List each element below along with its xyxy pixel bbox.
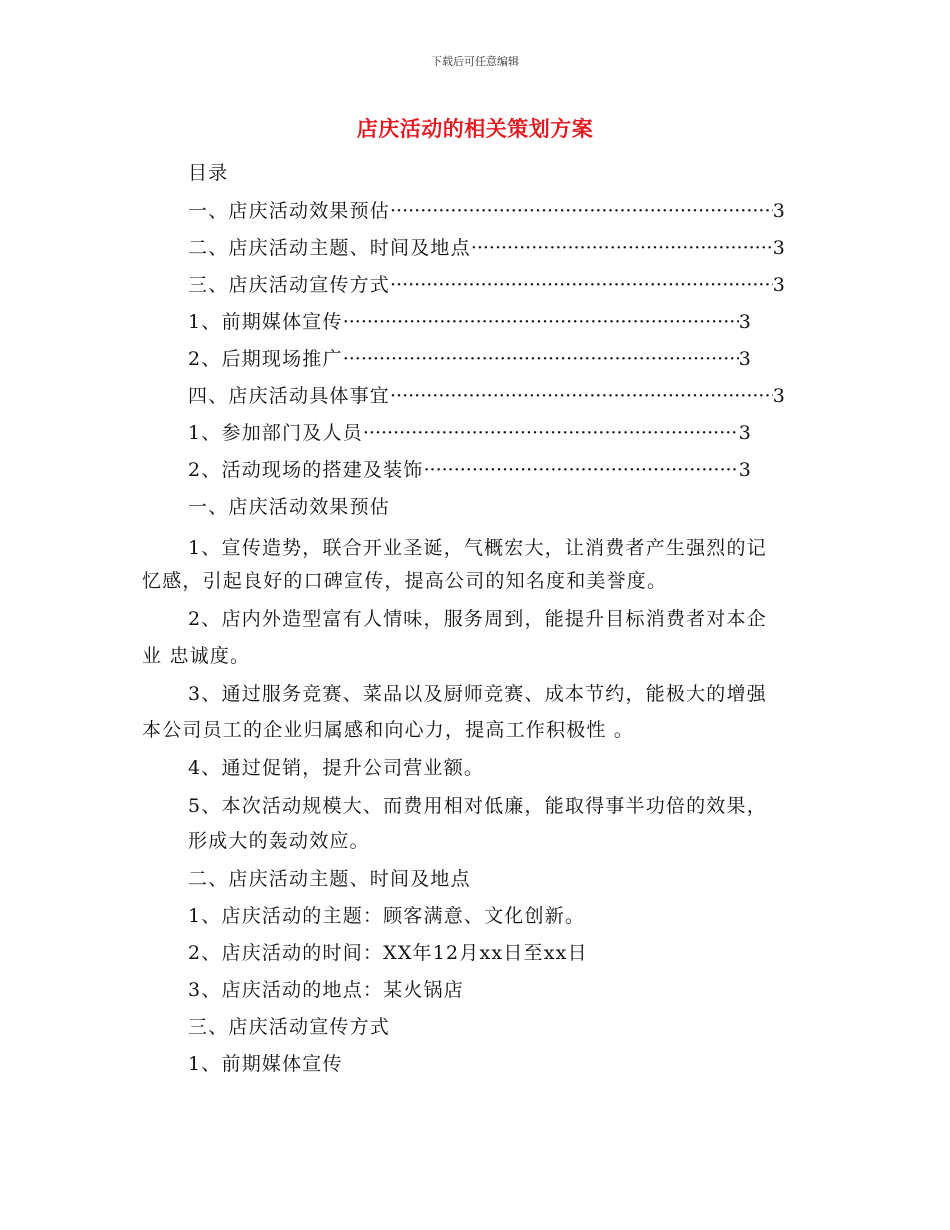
list-item: 1、前期媒体宣传 <box>188 1053 343 1075</box>
toc-entry-label: 二、店庆活动主题、时间及地点 <box>188 237 471 259</box>
toc-leader <box>390 198 773 224</box>
toc-leader <box>343 346 739 372</box>
section-heading: 二、店庆活动主题、时间及地点 <box>188 868 471 890</box>
list-item: 2、店庆活动的时间：XX年12月xx日至xx日 <box>188 942 588 964</box>
toc-entry[interactable] <box>188 457 752 483</box>
toc-entry[interactable] <box>188 383 786 409</box>
toc-entry-label: 1、参加部门及人员 <box>188 422 363 444</box>
toc-entry-label: 2、活动现场的搭建及装饰 <box>188 459 424 481</box>
paragraph-line: 2、店内外造型富有人情味，服务周到，能提升目标消费者对本企 <box>188 608 767 630</box>
toc-leader <box>343 309 739 335</box>
document-title: 店庆活动的相关策划方案 <box>356 117 594 141</box>
list-item: 1、店庆活动的主题：顾客满意、文化创新。 <box>188 905 586 927</box>
toc-entry-page: 3 <box>772 385 786 407</box>
toc-leader <box>424 457 739 483</box>
toc-entry[interactable] <box>188 346 752 372</box>
toc-entry-page: 3 <box>738 422 752 444</box>
header-note: 下载后可任意编辑 <box>431 55 519 68</box>
toc-entry[interactable] <box>188 272 786 298</box>
toc-leader <box>363 420 739 446</box>
section-heading: 一、店庆活动效果预估 <box>188 496 391 518</box>
toc-entry-label: 2、后期现场推广 <box>188 348 343 370</box>
list-item: 3、店庆活动的地点：某火锅店 <box>188 979 464 1001</box>
section-heading: 三、店庆活动宣传方式 <box>188 1016 391 1038</box>
toc-entry-label: 1、前期媒体宣传 <box>188 311 343 333</box>
toc-entry-label: 一、店庆活动效果预估 <box>188 200 391 222</box>
toc-entry[interactable] <box>188 420 752 446</box>
toc-entry-page: 3 <box>772 237 786 259</box>
paragraph-line: 本公司员工的企业归属感和向心力，提高工作积极性 。 <box>142 719 635 741</box>
toc-entry-label: 三、店庆活动宣传方式 <box>188 274 391 296</box>
toc-entry-label: 四、店庆活动具体事宜 <box>188 385 391 407</box>
toc-heading: 目录 <box>188 162 229 184</box>
paragraph-line: 1、宣传造势，联合开业圣诞，气概宏大，让消费者产生强烈的记 <box>188 537 767 559</box>
paragraph-line: 4、通过促销，提升公司营业额。 <box>188 757 485 779</box>
paragraph-line: 忆感，引起良好的口碑宣传，提高公司的知名度和美誉度。 <box>142 570 668 592</box>
toc-entry-page: 3 <box>738 311 752 333</box>
toc-leader <box>390 272 773 298</box>
toc-entry-page: 3 <box>738 459 752 481</box>
toc-entry[interactable] <box>188 235 786 261</box>
toc-entry[interactable] <box>188 198 786 224</box>
toc-entry[interactable] <box>188 309 752 335</box>
paragraph-line: 形成大的轰动效应。 <box>188 830 370 852</box>
toc-entry-page: 3 <box>772 274 786 296</box>
paragraph-line: 业 忠诚度。 <box>142 645 251 667</box>
toc-entry-page: 3 <box>738 348 752 370</box>
toc-entry-page: 3 <box>772 200 786 222</box>
paragraph-line: 3、通过服务竞赛、菜品以及厨师竞赛、成本节约，能极大的增强 <box>188 683 767 705</box>
toc-leader <box>471 235 773 261</box>
toc-leader <box>390 383 773 409</box>
paragraph-line: 5、本次活动规模大、而费用相对低廉，能取得事半功倍的效果， <box>188 795 767 817</box>
